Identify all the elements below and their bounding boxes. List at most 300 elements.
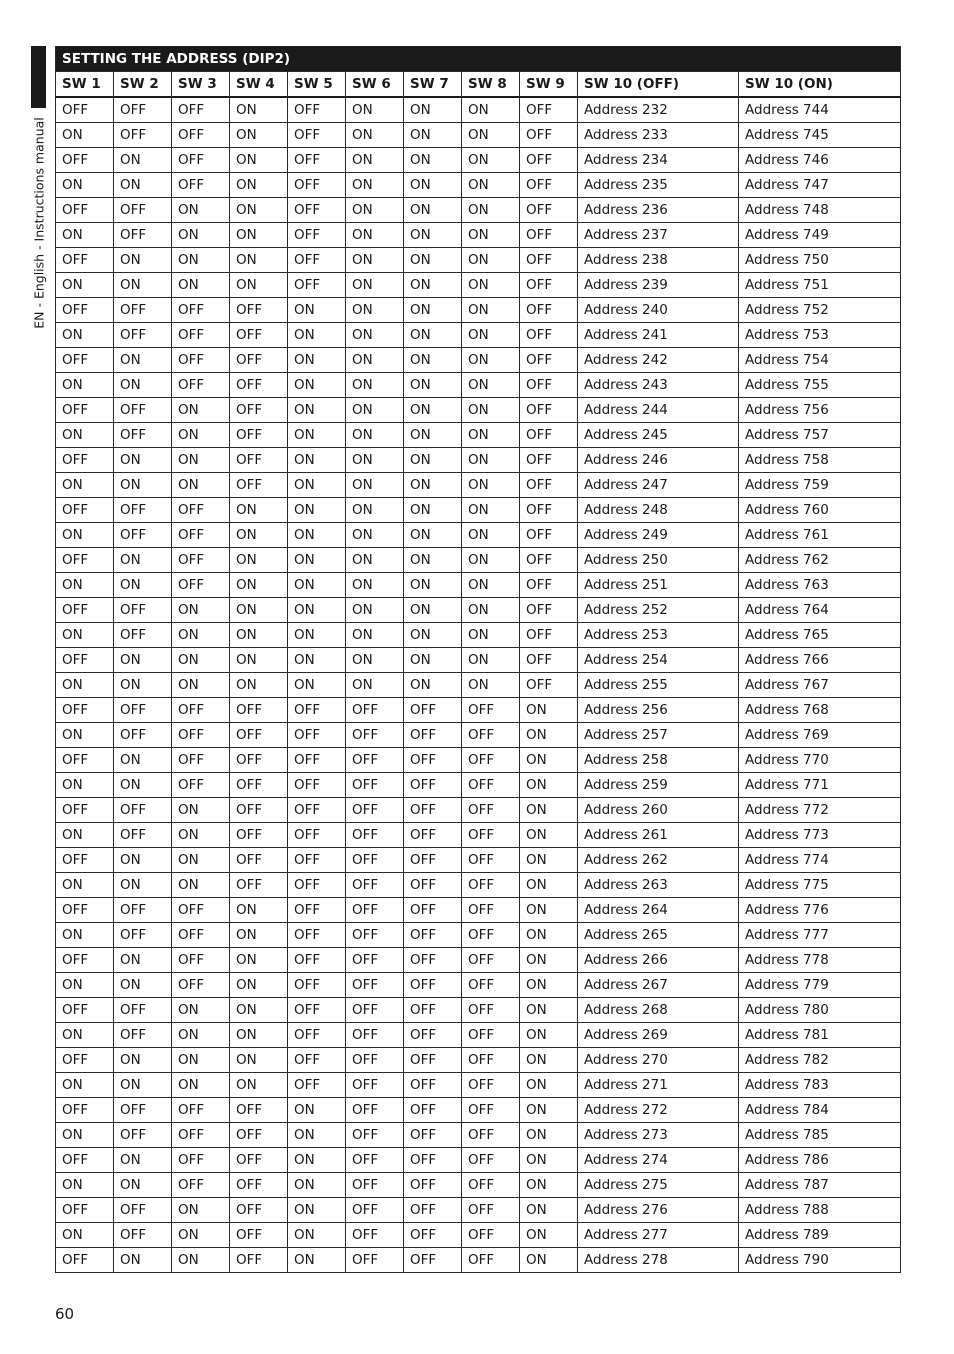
table-cell: ON — [404, 523, 462, 548]
table-cell: ON — [288, 598, 346, 623]
table-row — [56, 498, 901, 523]
table-cell: OFF — [172, 498, 230, 523]
table-cell: OFF — [56, 798, 114, 823]
table-cell: OFF — [404, 823, 462, 848]
table-cell: OFF — [288, 1048, 346, 1073]
table-cell: ON — [346, 648, 404, 673]
table-cell: OFF — [230, 1248, 288, 1273]
table-cell: ON — [114, 173, 172, 198]
table-cell: OFF — [230, 448, 288, 473]
table-cell: ON — [404, 123, 462, 148]
table-cell: ON — [172, 648, 230, 673]
table-cell: OFF — [56, 1148, 114, 1173]
table-cell: OFF — [172, 898, 230, 923]
table-cell: OFF — [462, 748, 520, 773]
table-cell: ON — [346, 248, 404, 273]
table-cell: ON — [288, 673, 346, 698]
table-cell: OFF — [520, 273, 578, 298]
table-cell: ON — [230, 923, 288, 948]
table-cell: OFF — [520, 123, 578, 148]
table-cell: ON — [114, 973, 172, 998]
table-row — [56, 773, 901, 798]
table-cell: OFF — [172, 298, 230, 323]
table-cell: ON — [462, 548, 520, 573]
table-cell: OFF — [172, 1173, 230, 1198]
table-cell: OFF — [56, 1098, 114, 1123]
table-cell: ON — [172, 798, 230, 823]
table-cell: Address 765 — [739, 623, 901, 648]
table-cell: OFF — [230, 473, 288, 498]
table-cell: Address 789 — [739, 1223, 901, 1248]
table-cell: ON — [288, 573, 346, 598]
table-cell: OFF — [114, 398, 172, 423]
table-cell: OFF — [520, 473, 578, 498]
table-cell: Address 251 — [578, 573, 739, 598]
table-cell: ON — [520, 773, 578, 798]
table-body — [56, 97, 901, 1273]
table-row — [56, 673, 901, 698]
table-cell: OFF — [56, 948, 114, 973]
table-cell: OFF — [288, 948, 346, 973]
table-cell: ON — [230, 648, 288, 673]
table-cell: ON — [114, 573, 172, 598]
table-cell: ON — [520, 848, 578, 873]
table-cell: ON — [230, 173, 288, 198]
table-cell: OFF — [288, 248, 346, 273]
table-cell: OFF — [172, 923, 230, 948]
table-cell: ON — [114, 348, 172, 373]
table-cell: OFF — [114, 498, 172, 523]
table-cell: OFF — [462, 1098, 520, 1123]
table-cell: Address 787 — [739, 1173, 901, 1198]
table-cell: OFF — [56, 148, 114, 173]
table-cell: OFF — [172, 723, 230, 748]
table-cell: ON — [404, 273, 462, 298]
table-cell: OFF — [288, 998, 346, 1023]
table-cell: OFF — [114, 298, 172, 323]
table-cell: ON — [520, 698, 578, 723]
table-cell: OFF — [404, 948, 462, 973]
table-cell: OFF — [404, 1098, 462, 1123]
table-cell: Address 247 — [578, 473, 739, 498]
table-cell: ON — [114, 148, 172, 173]
table-cell: OFF — [404, 873, 462, 898]
table-cell: OFF — [56, 97, 114, 123]
table-cell: OFF — [520, 298, 578, 323]
table-cell: Address 772 — [739, 798, 901, 823]
table-cell: OFF — [462, 1073, 520, 1098]
table-cell: ON — [404, 373, 462, 398]
table-cell: OFF — [172, 523, 230, 548]
table-cell: OFF — [172, 973, 230, 998]
table-cell: ON — [172, 598, 230, 623]
table-cell: ON — [56, 423, 114, 448]
side-section-label: EN - English - Instructions manual — [31, 117, 47, 329]
table-cell: ON — [114, 648, 172, 673]
table-cell: Address 790 — [739, 1248, 901, 1273]
table-cell: Address 232 — [578, 97, 739, 123]
address-table — [55, 46, 901, 1273]
table-cell: OFF — [404, 723, 462, 748]
table-cell: OFF — [56, 248, 114, 273]
table-cell: Address 788 — [739, 1198, 901, 1223]
table-cell: Address 781 — [739, 1023, 901, 1048]
table-cell: ON — [346, 173, 404, 198]
table-cell: OFF — [230, 323, 288, 348]
table-cell: OFF — [56, 848, 114, 873]
table-cell: Address 241 — [578, 323, 739, 348]
page-number: 60 — [55, 1305, 75, 1323]
table-cell: OFF — [520, 323, 578, 348]
table-cell: ON — [172, 448, 230, 473]
table-cell: ON — [520, 1198, 578, 1223]
table-cell: ON — [462, 498, 520, 523]
table-cell: ON — [520, 998, 578, 1023]
table-cell: ON — [462, 423, 520, 448]
table-cell: ON — [56, 1123, 114, 1148]
table-cell: OFF — [230, 348, 288, 373]
table-row — [56, 323, 901, 348]
table-cell: ON — [404, 173, 462, 198]
table-cell: OFF — [404, 848, 462, 873]
table-cell: ON — [462, 673, 520, 698]
table-cell: ON — [404, 323, 462, 348]
table-cell: ON — [520, 973, 578, 998]
table-cell: ON — [230, 498, 288, 523]
column-header: SW 10 (ON) — [739, 72, 901, 98]
table-cell: ON — [520, 873, 578, 898]
table-cell: Address 747 — [739, 173, 901, 198]
table-cell: ON — [462, 198, 520, 223]
column-header: SW 8 — [462, 72, 520, 98]
table-row — [56, 1023, 901, 1048]
table-row — [56, 698, 901, 723]
table-row — [56, 1123, 901, 1148]
table-cell: ON — [346, 673, 404, 698]
table-cell: OFF — [288, 223, 346, 248]
table-cell: ON — [230, 248, 288, 273]
table-cell: Address 751 — [739, 273, 901, 298]
column-header: SW 6 — [346, 72, 404, 98]
table-cell: OFF — [230, 848, 288, 873]
table-header-row — [56, 72, 901, 98]
table-cell: ON — [288, 1098, 346, 1123]
table-row — [56, 173, 901, 198]
table-cell: OFF — [230, 1198, 288, 1223]
table-cell: OFF — [462, 1023, 520, 1048]
table-cell: OFF — [462, 848, 520, 873]
table-cell: Address 255 — [578, 673, 739, 698]
table-cell: ON — [56, 673, 114, 698]
table-cell: Address 273 — [578, 1123, 739, 1148]
table-cell: ON — [288, 1198, 346, 1223]
table-cell: ON — [346, 97, 404, 123]
table-cell: Address 786 — [739, 1148, 901, 1173]
table-cell: ON — [462, 298, 520, 323]
table-cell: Address 777 — [739, 923, 901, 948]
table-cell: ON — [462, 623, 520, 648]
table-cell: ON — [520, 1148, 578, 1173]
table-cell: OFF — [114, 798, 172, 823]
table-cell: ON — [462, 573, 520, 598]
table-cell: ON — [520, 798, 578, 823]
table-cell: ON — [346, 348, 404, 373]
column-header: SW 3 — [172, 72, 230, 98]
table-cell: OFF — [346, 873, 404, 898]
table-cell: OFF — [114, 323, 172, 348]
table-cell: Address 236 — [578, 198, 739, 223]
table-cell: OFF — [114, 1198, 172, 1223]
table-cell: OFF — [462, 798, 520, 823]
table-cell: OFF — [288, 97, 346, 123]
table-cell: ON — [172, 673, 230, 698]
table-cell: OFF — [462, 773, 520, 798]
table-cell: Address 784 — [739, 1098, 901, 1123]
table-cell: OFF — [114, 1223, 172, 1248]
table-cell: OFF — [346, 1223, 404, 1248]
table-cell: OFF — [520, 348, 578, 373]
table-cell: OFF — [114, 423, 172, 448]
table-cell: ON — [288, 423, 346, 448]
table-cell: ON — [404, 498, 462, 523]
table-cell: OFF — [230, 1098, 288, 1123]
table-cell: ON — [346, 198, 404, 223]
table-cell: ON — [230, 598, 288, 623]
table-cell: ON — [520, 1173, 578, 1198]
table-cell: Address 754 — [739, 348, 901, 373]
table-cell: OFF — [230, 298, 288, 323]
table-cell: OFF — [288, 973, 346, 998]
table-cell: OFF — [462, 1123, 520, 1148]
table-cell: Address 745 — [739, 123, 901, 148]
table-cell: OFF — [346, 1098, 404, 1123]
table-cell: ON — [462, 648, 520, 673]
table-cell: ON — [404, 448, 462, 473]
table-cell: ON — [346, 423, 404, 448]
table-cell: ON — [56, 223, 114, 248]
table-row — [56, 1048, 901, 1073]
table-cell: ON — [114, 1173, 172, 1198]
table-cell: ON — [230, 623, 288, 648]
table-cell: ON — [288, 498, 346, 523]
table-cell: OFF — [288, 198, 346, 223]
table-cell: OFF — [56, 748, 114, 773]
table-cell: Address 237 — [578, 223, 739, 248]
table-cell: OFF — [346, 1123, 404, 1148]
table-cell: OFF — [462, 1048, 520, 1073]
table-cell: OFF — [288, 273, 346, 298]
table-cell: ON — [56, 1173, 114, 1198]
table-row — [56, 823, 901, 848]
table-cell: OFF — [462, 1198, 520, 1223]
table-cell: OFF — [56, 648, 114, 673]
table-cell: ON — [114, 873, 172, 898]
table-cell: ON — [172, 1023, 230, 1048]
table-cell: OFF — [230, 823, 288, 848]
table-cell: Address 259 — [578, 773, 739, 798]
table-cell: OFF — [288, 773, 346, 798]
table-row — [56, 873, 901, 898]
table-cell: OFF — [114, 223, 172, 248]
table-cell: ON — [56, 123, 114, 148]
table-cell: ON — [230, 1023, 288, 1048]
table-cell: OFF — [520, 623, 578, 648]
table-cell: OFF — [346, 698, 404, 723]
table-cell: ON — [230, 1048, 288, 1073]
table-cell: OFF — [230, 873, 288, 898]
table-cell: ON — [404, 148, 462, 173]
table-cell: ON — [288, 1173, 346, 1198]
table-cell: ON — [230, 973, 288, 998]
table-cell: ON — [114, 448, 172, 473]
table-cell: ON — [114, 773, 172, 798]
table-cell: ON — [56, 323, 114, 348]
table-cell: OFF — [520, 548, 578, 573]
table-cell: ON — [346, 398, 404, 423]
table-cell: ON — [114, 1248, 172, 1273]
table-cell: ON — [288, 523, 346, 548]
table-cell: Address 244 — [578, 398, 739, 423]
table-cell: OFF — [114, 1023, 172, 1048]
table-cell: ON — [172, 248, 230, 273]
table-cell: OFF — [346, 973, 404, 998]
table-cell: ON — [462, 97, 520, 123]
table-cell: OFF — [56, 1198, 114, 1223]
table-cell: OFF — [404, 1023, 462, 1048]
table-cell: OFF — [230, 373, 288, 398]
table-row — [56, 923, 901, 948]
table-cell: Address 269 — [578, 1023, 739, 1048]
table-cell: OFF — [172, 323, 230, 348]
table-cell: OFF — [114, 123, 172, 148]
table-cell: ON — [404, 473, 462, 498]
table-cell: ON — [56, 473, 114, 498]
table-cell: ON — [230, 273, 288, 298]
table-cell: ON — [56, 823, 114, 848]
table-row — [56, 598, 901, 623]
table-cell: Address 270 — [578, 1048, 739, 1073]
table-cell: ON — [520, 1248, 578, 1273]
table-cell: OFF — [346, 748, 404, 773]
table-row — [56, 1223, 901, 1248]
table-cell: ON — [404, 598, 462, 623]
table-cell: OFF — [462, 948, 520, 973]
table-cell: OFF — [230, 1148, 288, 1173]
table-cell: Address 252 — [578, 598, 739, 623]
table-cell: OFF — [288, 1073, 346, 1098]
table-cell: ON — [462, 148, 520, 173]
table-cell: Address 275 — [578, 1173, 739, 1198]
table-row — [56, 423, 901, 448]
table-row — [56, 348, 901, 373]
table-cell: ON — [288, 398, 346, 423]
table-cell: Address 749 — [739, 223, 901, 248]
table-cell: ON — [56, 173, 114, 198]
table-row — [56, 523, 901, 548]
table-cell: OFF — [230, 698, 288, 723]
table-cell: Address 258 — [578, 748, 739, 773]
table-cell: ON — [56, 373, 114, 398]
table-cell: ON — [172, 1048, 230, 1073]
table-cell: ON — [346, 498, 404, 523]
table-cell: ON — [230, 223, 288, 248]
table-cell: OFF — [56, 698, 114, 723]
table-cell: OFF — [172, 698, 230, 723]
table-cell: OFF — [172, 148, 230, 173]
table-cell: Address 774 — [739, 848, 901, 873]
table-cell: ON — [288, 448, 346, 473]
column-header: SW 9 — [520, 72, 578, 98]
table-cell: ON — [288, 373, 346, 398]
table-cell: ON — [404, 573, 462, 598]
table-cell: OFF — [520, 673, 578, 698]
table-cell: ON — [520, 823, 578, 848]
table-cell: ON — [230, 148, 288, 173]
table-cell: ON — [288, 1248, 346, 1273]
table-cell: Address 744 — [739, 97, 901, 123]
table-row — [56, 548, 901, 573]
table-cell: ON — [114, 848, 172, 873]
table-cell: OFF — [520, 97, 578, 123]
table-cell: OFF — [520, 198, 578, 223]
table-cell: ON — [114, 373, 172, 398]
table-cell: OFF — [230, 1123, 288, 1148]
column-header: SW 5 — [288, 72, 346, 98]
table-cell: ON — [172, 473, 230, 498]
table-cell: ON — [56, 1073, 114, 1098]
table-cell: OFF — [114, 1123, 172, 1148]
table-cell: ON — [520, 748, 578, 773]
table-cell: OFF — [288, 923, 346, 948]
column-header: SW 2 — [114, 72, 172, 98]
table-cell: ON — [114, 1048, 172, 1073]
table-cell: OFF — [520, 223, 578, 248]
table-cell: ON — [56, 873, 114, 898]
table-row — [56, 248, 901, 273]
table-cell: OFF — [462, 1223, 520, 1248]
table-cell: Address 248 — [578, 498, 739, 523]
table-cell: Address 272 — [578, 1098, 739, 1123]
table-cell: Address 256 — [578, 698, 739, 723]
table-cell: OFF — [404, 1173, 462, 1198]
table-cell: ON — [172, 1248, 230, 1273]
table-cell: Address 240 — [578, 298, 739, 323]
table-cell: ON — [462, 473, 520, 498]
table-cell: Address 750 — [739, 248, 901, 273]
table-cell: ON — [56, 1023, 114, 1048]
table-cell: OFF — [230, 748, 288, 773]
table-cell: Address 759 — [739, 473, 901, 498]
table-cell: ON — [56, 723, 114, 748]
table-cell: ON — [172, 998, 230, 1023]
table-cell: Address 769 — [739, 723, 901, 748]
table-cell: OFF — [520, 398, 578, 423]
table-cell: Address 753 — [739, 323, 901, 348]
table-cell: OFF — [56, 1248, 114, 1273]
table-cell: ON — [172, 198, 230, 223]
table-cell: Address 756 — [739, 398, 901, 423]
table-cell: Address 261 — [578, 823, 739, 848]
table-cell: OFF — [230, 773, 288, 798]
table-cell: Address 766 — [739, 648, 901, 673]
table-cell: ON — [346, 448, 404, 473]
table-cell: OFF — [56, 398, 114, 423]
table-cell: ON — [288, 1123, 346, 1148]
table-cell: ON — [172, 873, 230, 898]
table-cell: ON — [56, 1223, 114, 1248]
table-cell: ON — [404, 248, 462, 273]
table-row — [56, 798, 901, 823]
